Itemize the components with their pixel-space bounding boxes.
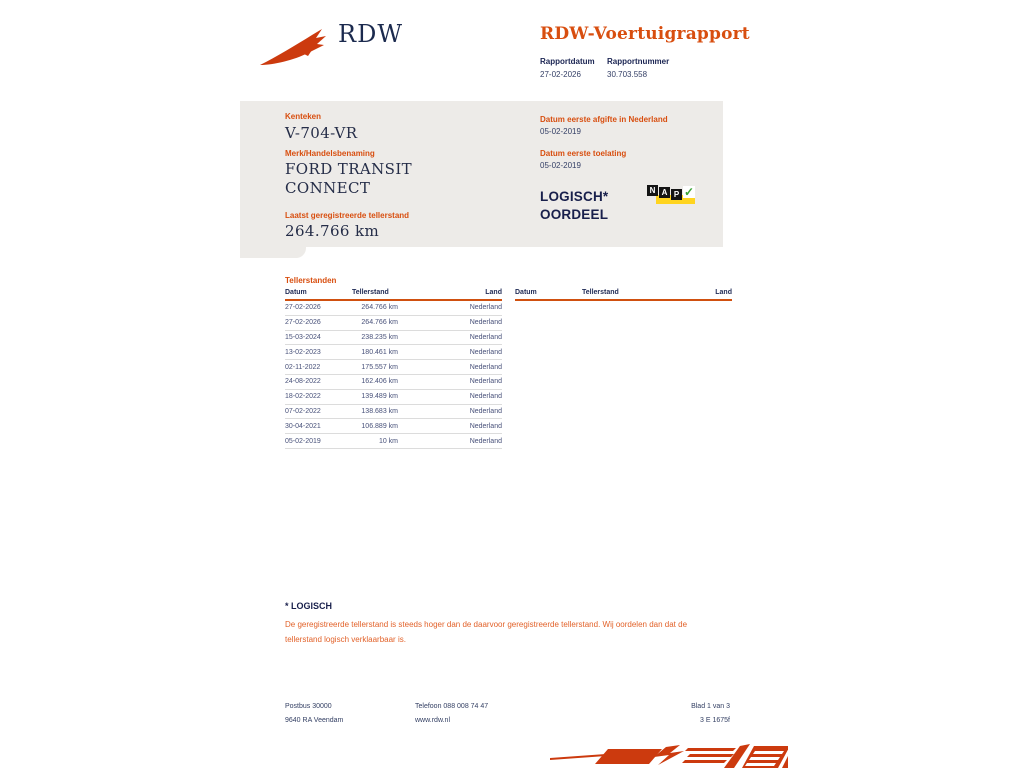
footer-doc-code: 3 E 1675f [700, 717, 730, 724]
cell-tellerstand: 138.683 km [361, 407, 398, 415]
table-header-row [515, 289, 732, 301]
rdw-wordmark: RDW [338, 20, 403, 48]
footer-city: 9640 RA Veendam [285, 717, 344, 724]
header-datum: Datum [515, 289, 537, 296]
merk-label: Merk/Handelsbenaming [285, 149, 375, 158]
cell-datum: 27-02-2026 [285, 319, 321, 327]
table-row [285, 390, 502, 405]
cell-land: Nederland [469, 378, 502, 386]
footnote-text: De geregistreerde tellerstand is steeds hoger dan de daarvoor geregistreerde tellerstand. Wij oordelen dan dat de tellerstand logisch verklaarbaar is. [285, 620, 688, 644]
footer-address [285, 700, 343, 728]
table-row [285, 360, 502, 375]
cell-datum: 18-02-2022 [285, 393, 321, 401]
nap-logo [647, 184, 697, 207]
kenteken-label: Kenteken [285, 112, 322, 121]
cell-datum: 27-02-2026 [285, 304, 321, 312]
footer-stripes-graphic [548, 742, 788, 768]
footer-page-indicator: Blad 1 van 3 [691, 703, 730, 710]
cell-tellerstand: 180.461 km [361, 348, 398, 356]
rdw-bird-logo-icon [258, 22, 334, 70]
afgifte-label: Datum eerste afgifte in Nederland [540, 115, 668, 124]
cell-tellerstand: 139.489 km [361, 393, 398, 401]
cell-datum: 07-02-2022 [285, 407, 321, 415]
kenteken-value: V-704-VR [285, 124, 358, 142]
cell-land: Nederland [469, 363, 502, 371]
cell-datum: 15-03-2024 [285, 333, 321, 341]
cell-datum: 02-11-2022 [285, 363, 321, 371]
laatste-tellerstand-value: 264.766 km [285, 222, 380, 240]
oordeel-line2: OORDEEL [540, 207, 609, 222]
cell-land: Nederland [469, 348, 502, 356]
cell-land: Nederland [469, 422, 502, 430]
report-date-value: 27-02-2026 [540, 70, 581, 79]
oordeel-text [540, 188, 608, 224]
tellerstanden-table-left [285, 289, 502, 449]
nap-letter-a: A [659, 187, 670, 198]
footer-phone: Telefoon 088 008 74 47 [415, 703, 489, 710]
cell-datum: 24-08-2022 [285, 378, 321, 386]
header-tellerstand: Tellerstand [352, 289, 389, 296]
footer-website-link[interactable]: www.rdw.nl [415, 717, 451, 724]
table-header-row [285, 289, 502, 301]
table-row [285, 405, 502, 420]
cell-tellerstand: 238.235 km [361, 333, 398, 341]
header-datum: Datum [285, 289, 307, 296]
cell-land: Nederland [469, 437, 502, 445]
cell-datum: 05-02-2019 [285, 437, 321, 445]
nap-letter-p: P [671, 189, 682, 200]
logisch-footnote [285, 601, 713, 647]
toelating-value: 05-02-2019 [540, 161, 581, 170]
cell-datum: 13-02-2023 [285, 348, 321, 356]
table-row [285, 301, 502, 316]
oordeel-line1: LOGISCH* [540, 189, 609, 204]
report-number-block [607, 57, 669, 79]
cell-tellerstand: 264.766 km [361, 319, 398, 327]
vehicle-info-box-tab [240, 247, 306, 258]
cell-tellerstand: 162.406 km [361, 378, 398, 386]
table-row [285, 345, 502, 360]
afgifte-value: 05-02-2019 [540, 127, 581, 136]
table-row [285, 316, 502, 331]
report-title: RDW-Voertuigrapport [540, 24, 750, 44]
cell-land: Nederland [469, 304, 502, 312]
cell-tellerstand: 106.889 km [361, 422, 398, 430]
cell-datum: 30-04-2021 [285, 422, 321, 430]
cell-tellerstand: 264.766 km [361, 304, 398, 312]
footer-postbus: Postbus 30000 [285, 703, 332, 710]
nap-letter-n: N [647, 185, 658, 196]
cell-land: Nederland [469, 319, 502, 327]
report-date-block [540, 57, 595, 79]
report-number-label: Rapportnummer [607, 57, 670, 66]
laatste-tellerstand-label: Laatst geregistreerde tellerstand [285, 211, 410, 220]
footer-contact [415, 700, 488, 728]
footnote-title: * LOGISCH [285, 601, 333, 611]
tellerstanden-section-title: Tellerstanden [285, 276, 337, 285]
table-row [285, 331, 502, 346]
merk-value: FORD TRANSIT CONNECT [285, 160, 413, 197]
table-row [285, 419, 502, 434]
cell-tellerstand: 175.557 km [361, 363, 398, 371]
report-date-label: Rapportdatum [540, 57, 595, 66]
header-land: Land [485, 289, 502, 296]
tellerstanden-table-right [515, 289, 732, 301]
report-number-value: 30.703.558 [607, 70, 648, 79]
header-land: Land [715, 289, 732, 296]
table-row [285, 375, 502, 390]
table-row [285, 434, 502, 449]
cell-land: Nederland [469, 393, 502, 401]
cell-land: Nederland [469, 333, 502, 341]
toelating-label: Datum eerste toelating [540, 149, 627, 158]
cell-land: Nederland [469, 407, 502, 415]
cell-tellerstand: 10 km [378, 437, 398, 445]
header-tellerstand: Tellerstand [582, 289, 619, 296]
footer-pageinfo [691, 700, 730, 728]
nap-checkmark-icon: ✓ [683, 185, 695, 199]
